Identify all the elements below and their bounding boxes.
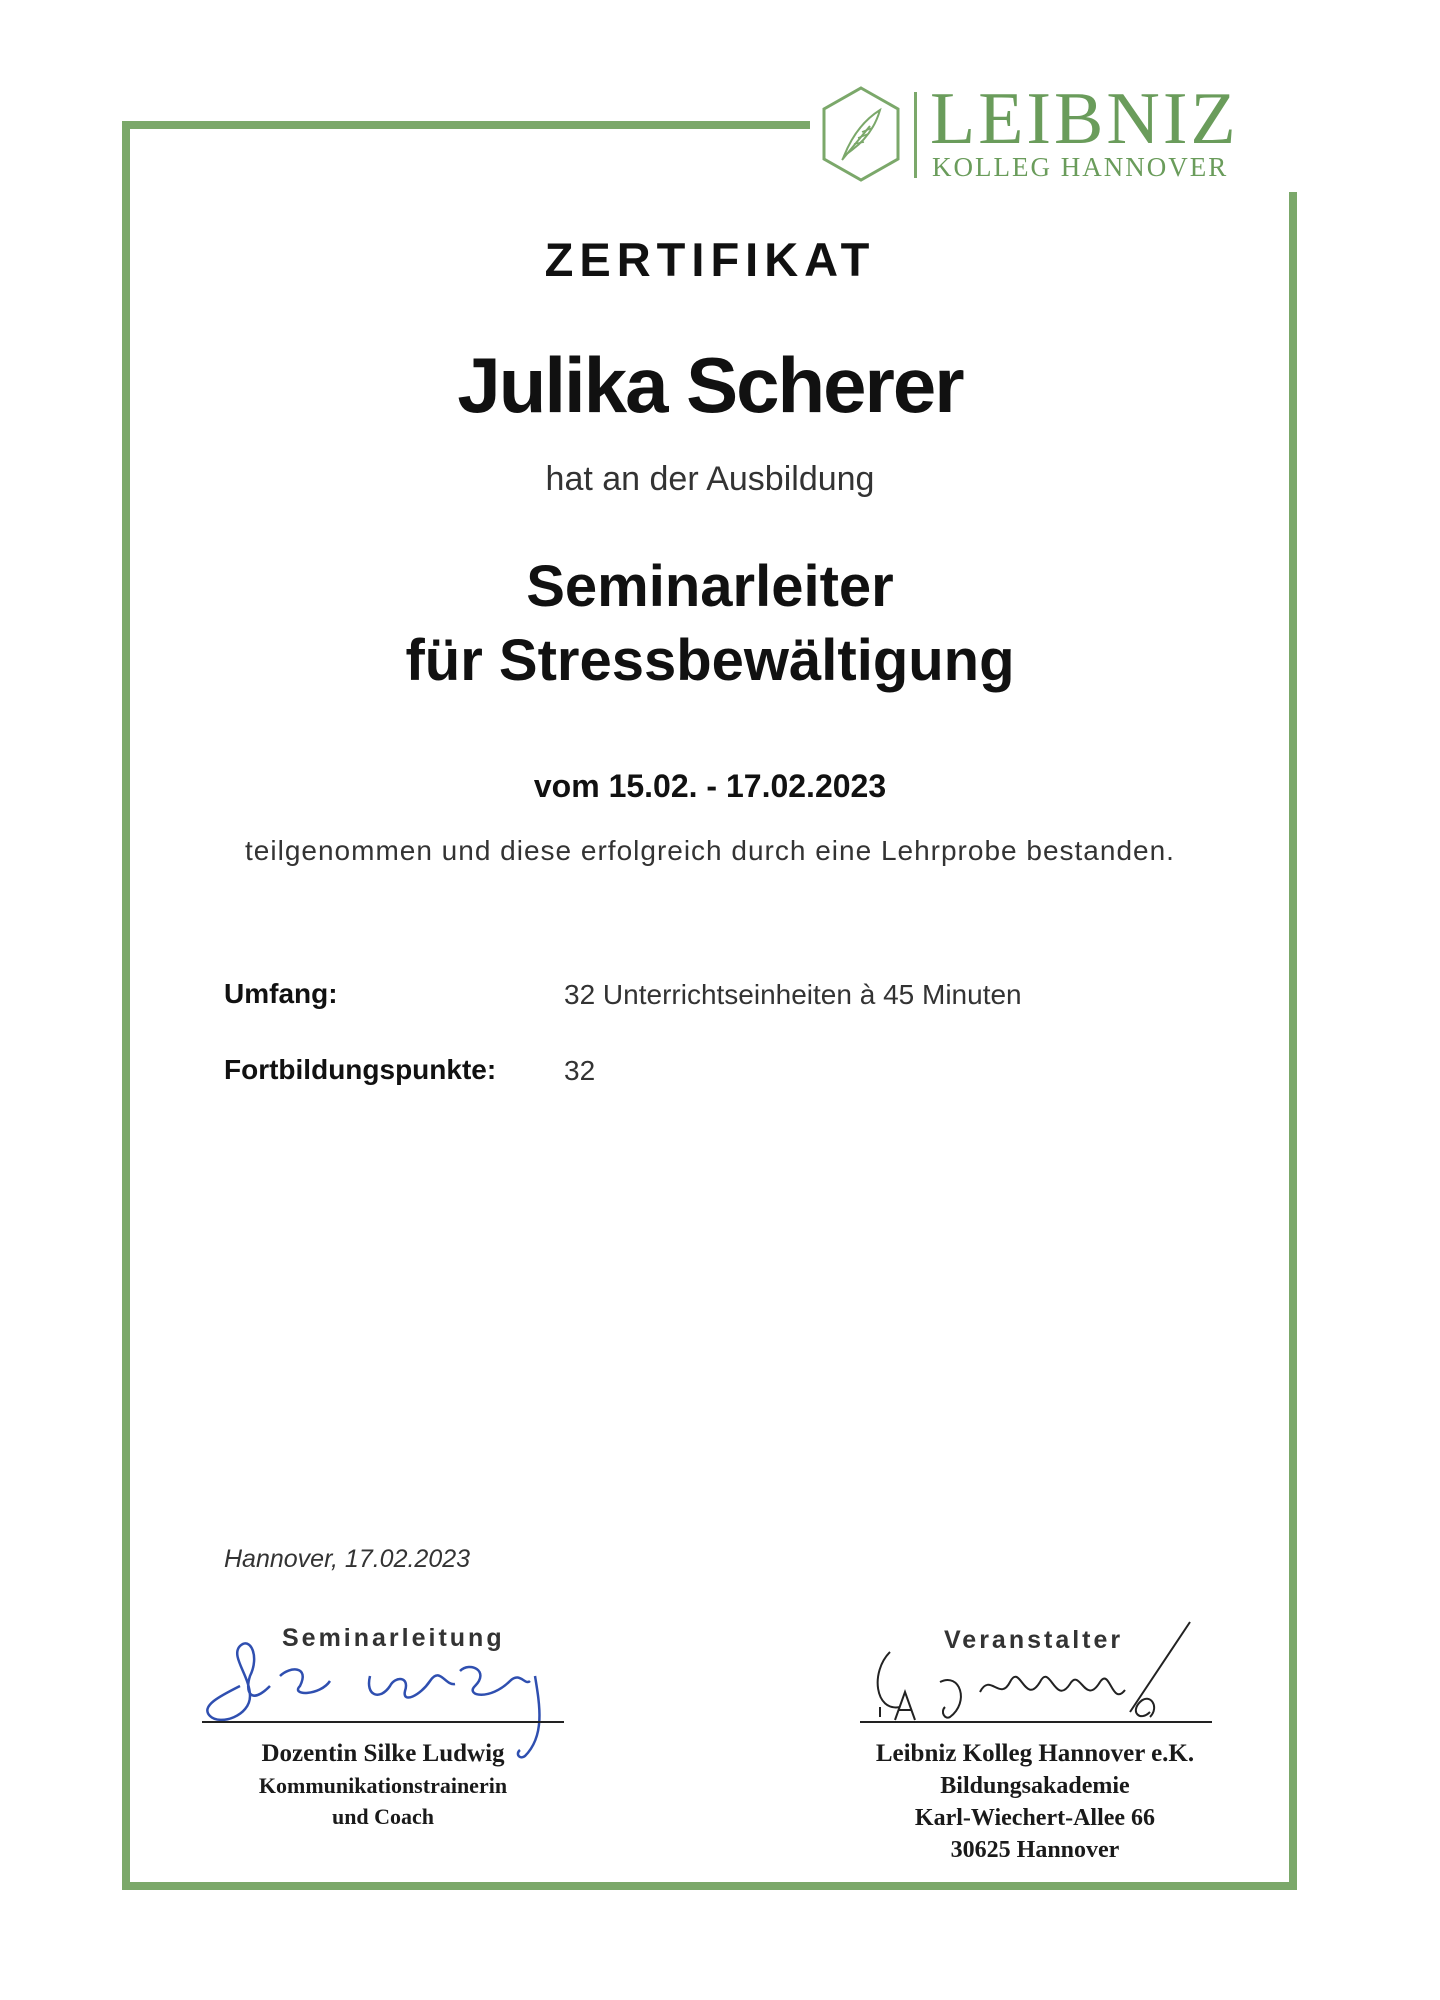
seminar-lead-details bbox=[202, 1738, 564, 1832]
course-title bbox=[130, 550, 1290, 698]
logo-divider bbox=[914, 92, 917, 178]
training-points-label: Fortbildungspunkte: bbox=[224, 1054, 497, 1085]
institution-logo bbox=[818, 78, 1288, 184]
lecturer-role-line-2: und Coach bbox=[331, 1804, 435, 1829]
signature-line-right bbox=[860, 1721, 1212, 1723]
certificate-title: ZERTIFIKAT bbox=[544, 233, 876, 286]
frame-top-border bbox=[122, 121, 810, 129]
organizer-heading: Veranstalter bbox=[944, 1626, 1124, 1654]
lecturer-name: Dozentin Silke Ludwig bbox=[261, 1740, 505, 1767]
place-and-date: Hannover, 17.02.2023 bbox=[224, 1545, 471, 1573]
frame-bottom-border bbox=[122, 1882, 1297, 1890]
logo-name: LEIBNIZ bbox=[930, 78, 1239, 160]
training-points-value: 32 bbox=[564, 1055, 596, 1086]
organizer-details bbox=[830, 1738, 1240, 1866]
scope-value: 32 Unterrichtseinheiten à 45 Minuten bbox=[564, 979, 1022, 1010]
organizer-name: Leibniz Kolleg Hannover e.K. bbox=[875, 1740, 1195, 1767]
feather-quill-icon bbox=[818, 84, 904, 184]
course-title-line-2: für Stressbewältigung bbox=[405, 628, 1015, 693]
frame-left-border bbox=[122, 121, 130, 1890]
organizer-type: Bildungsakademie bbox=[940, 1773, 1130, 1799]
lecturer-role-line-1: Kommunikationstrainerin bbox=[258, 1773, 508, 1798]
signature-line-left bbox=[202, 1721, 564, 1723]
course-dates: vom 15.02. - 17.02.2023 bbox=[533, 768, 887, 804]
logo-subtitle: KOLLEG HANNOVER bbox=[932, 152, 1229, 182]
organizer-city: 30625 Hannover bbox=[950, 1837, 1120, 1863]
seminar-lead-heading: Seminarleitung bbox=[282, 1624, 505, 1652]
result-statement: teilgenommen und diese erfolgreich durch eine Lehrprobe bestanden. bbox=[245, 835, 1175, 866]
organizer-street: Karl-Wiechert-Allee 66 bbox=[914, 1805, 1156, 1831]
course-title-line-1: Seminarleiter bbox=[526, 554, 894, 619]
frame-right-border bbox=[1289, 192, 1297, 1890]
scope-label: Umfang: bbox=[224, 978, 338, 1009]
intro-text: hat an der Ausbildung bbox=[545, 460, 875, 498]
recipient-name: Julika Scherer bbox=[457, 341, 963, 429]
